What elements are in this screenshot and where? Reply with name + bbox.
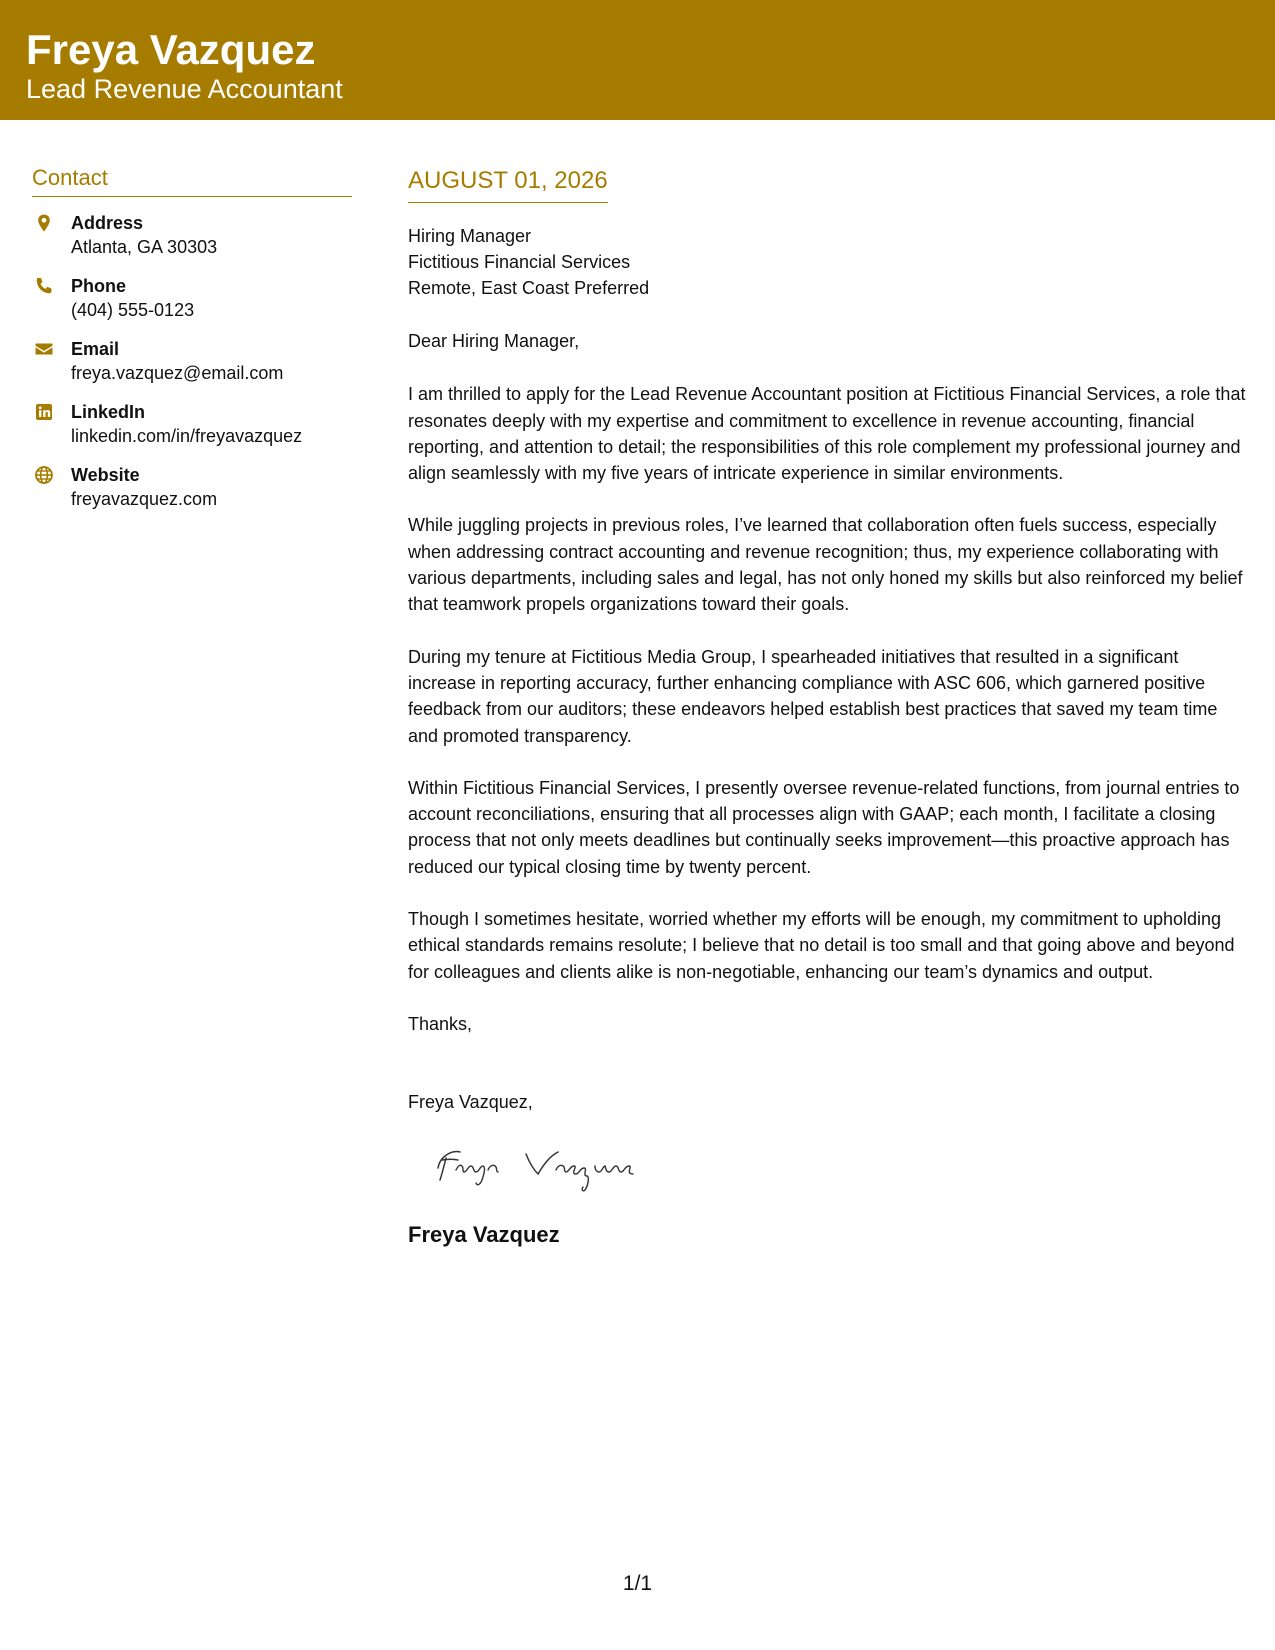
letter-paragraph: Though I sometimes hesitate, worried whether my efforts will be enough, my commitment to upholding ethical standards remains resolute; I believe that no detail is too small and that going above and beyond for colleagues and clients alike is non-negotiable, enhancing our team’s dynamics and output. bbox=[408, 909, 1235, 982]
recipient-block bbox=[408, 223, 1250, 301]
applicant-name: Freya Vazquez bbox=[26, 26, 316, 73]
salutation: Dear Hiring Manager, bbox=[408, 331, 580, 351]
letter-body bbox=[408, 166, 1250, 1249]
email-label: Email bbox=[71, 339, 120, 359]
letter-paragraph: I am thrilled to apply for the Lead Revenue Accountant position at Fictitious Financial Services, a role that resonates deeply with my expertise and commitment to excellence in revenue accounting, financial reporting, and attention to detail; the responsibilities of this role complement my professional journey and align seamlessly with my five years of intricate experience in similar environments. bbox=[408, 384, 1246, 484]
letter-paragraph: During my tenure at Fictitious Media Group, I spearheaded initiatives that resulted in a significant increase in reporting accuracy, further enhancing compliance with ASC 606, which garnered positive feedback from our auditors; these endeavors helped establish best practices that saved my team time and promoted transparency. bbox=[408, 646, 1218, 746]
contact-linkedin bbox=[32, 400, 352, 463]
linkedin-icon bbox=[34, 402, 54, 422]
linkedin-label: LinkedIn bbox=[71, 402, 146, 422]
email-value: freya.vazquez@email.com bbox=[71, 363, 284, 383]
signer-name: Freya Vazquez bbox=[408, 1221, 560, 1247]
contact-heading: Contact bbox=[32, 164, 352, 197]
phone-icon bbox=[34, 276, 54, 296]
closing: Thanks, bbox=[408, 1013, 473, 1034]
recipient-line: Remote, East Coast Preferred bbox=[408, 278, 650, 298]
contact-sidebar bbox=[32, 164, 352, 526]
applicant-role: Lead Revenue Accountant bbox=[26, 74, 343, 104]
globe-icon bbox=[34, 465, 54, 485]
header-banner bbox=[0, 0, 1275, 120]
recipient-line: Hiring Manager bbox=[408, 226, 532, 246]
map-pin-icon bbox=[34, 213, 54, 233]
website-label: Website bbox=[71, 465, 140, 485]
address-label: Address bbox=[71, 213, 144, 233]
contact-phone bbox=[32, 274, 352, 337]
letter-date: AUGUST 01, 2026 bbox=[408, 166, 608, 203]
website-value: freyavazquez.com bbox=[71, 489, 218, 509]
page-number: 1/1 bbox=[622, 1572, 653, 1595]
handwritten-signature bbox=[430, 1134, 670, 1196]
signoff-name: Freya Vazquez, bbox=[408, 1092, 533, 1113]
contact-email bbox=[32, 337, 352, 400]
phone-label: Phone bbox=[71, 276, 127, 296]
letter-paragraph: Within Fictitious Financial Services, I presently oversee revenue-related functions, from journal entries to account reconciliations, ensuring that all processes align with GAAP; each month, I facilitate a closing process that not only meets deadlines but continually seeks improvement—this proactive approach has reduced our typical closing time by twenty percent. bbox=[408, 777, 1240, 877]
phone-value: (404) 555-0123 bbox=[71, 300, 195, 320]
contact-website bbox=[32, 463, 352, 526]
recipient-line: Fictitious Financial Services bbox=[408, 252, 631, 272]
linkedin-value: linkedin.com/in/freyavazquez bbox=[71, 426, 303, 446]
envelope-icon bbox=[34, 339, 54, 359]
letter-paragraph: While juggling projects in previous roles, I’ve learned that collaboration often fuels success, especially when addressing contract accounting and revenue recognition; thus, my experience collaborating with various departments, including sales and legal, has not only honed my skills but also reinforced my belief that teamwork propels organizations toward their goals. bbox=[408, 515, 1243, 615]
contact-address bbox=[32, 211, 352, 274]
address-value: Atlanta, GA 30303 bbox=[71, 237, 218, 257]
